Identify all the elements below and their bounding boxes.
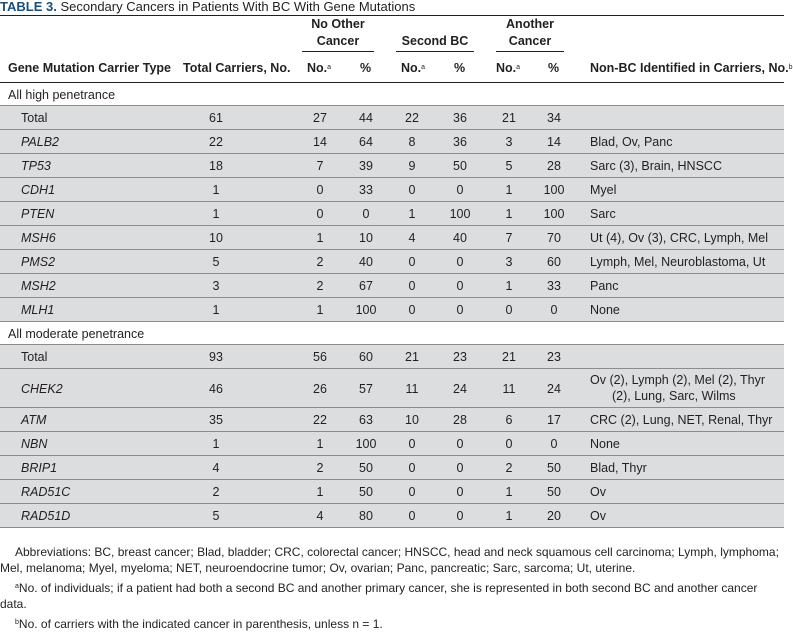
group-underline-second-bc bbox=[396, 51, 474, 52]
col-header-pct-1: % bbox=[360, 61, 372, 75]
table-caption: Secondary Cancers in Patients With BC With Gene Mutations bbox=[60, 0, 416, 14]
cell-second-bc-pct: 23 bbox=[453, 350, 467, 364]
section-row bbox=[0, 322, 784, 345]
col-header-no-1: No.$^a$ bbox=[307, 61, 332, 75]
cell-no-other-no: 56 bbox=[313, 350, 327, 364]
cell-second-bc-no: 9 bbox=[408, 159, 416, 173]
cell-second-bc-no: 1 bbox=[408, 207, 416, 221]
table-row bbox=[0, 345, 784, 369]
cell-no-other-no: 1 bbox=[316, 437, 324, 451]
col-header-total: Total Carriers, No. bbox=[183, 61, 291, 75]
cell-no-other-pct: 67 bbox=[359, 279, 373, 293]
cell-second-bc-no: 0 bbox=[408, 461, 416, 475]
cell-another-no: 0 bbox=[505, 303, 513, 317]
section-row bbox=[0, 83, 784, 106]
cell-carrier-type: Total bbox=[21, 111, 48, 125]
cell-another-pct: 60 bbox=[547, 255, 561, 269]
cell-another-pct: 14 bbox=[547, 135, 561, 149]
cell-no-other-pct: 63 bbox=[359, 413, 373, 427]
table-row bbox=[0, 178, 784, 202]
cell-non-bc: None bbox=[590, 437, 620, 451]
cell-non-bc: Blad, Ov, Panc bbox=[590, 135, 673, 149]
table-row bbox=[0, 250, 784, 274]
cell-second-bc-no: 0 bbox=[408, 437, 416, 451]
table-row bbox=[0, 274, 784, 298]
cell-no-other-pct: 0 bbox=[362, 207, 370, 221]
cell-no-other-no: 27 bbox=[313, 111, 327, 125]
cell-total: 1 bbox=[212, 437, 220, 451]
cell-total: 3 bbox=[212, 279, 220, 293]
cell-non-bc bbox=[590, 106, 782, 130]
cell-total: 22 bbox=[209, 135, 223, 149]
cell-second-bc-no: 0 bbox=[408, 279, 416, 293]
cell-another-pct: 100 bbox=[543, 183, 565, 197]
cell-another-no: 1 bbox=[505, 207, 513, 221]
title-rule bbox=[0, 15, 784, 16]
cell-another-pct: 17 bbox=[547, 413, 561, 427]
cell-no-other-no: 4 bbox=[316, 509, 324, 523]
cell-no-other-no: 2 bbox=[316, 255, 324, 269]
col-header-no-2: No.$^a$ bbox=[401, 61, 426, 75]
row-divider bbox=[0, 527, 784, 528]
cell-carrier-type: RAD51C bbox=[21, 485, 71, 499]
cell-second-bc-pct: 0 bbox=[456, 279, 464, 293]
cell-another-no: 1 bbox=[505, 183, 513, 197]
cell-no-other-no: 7 bbox=[316, 159, 324, 173]
cell-no-other-pct: 80 bbox=[359, 509, 373, 523]
col-header-nonbc: Non-BC Identified in Carriers, No.$^b$ bbox=[590, 61, 793, 75]
cell-no-other-no: 2 bbox=[316, 461, 324, 475]
col-header-pct-2: % bbox=[454, 61, 466, 75]
cell-no-other-no: 2 bbox=[316, 279, 324, 293]
group-header-no-other-cancer: No Other Cancer bbox=[311, 17, 365, 48]
cell-second-bc-no: 0 bbox=[408, 303, 416, 317]
cell-total: 1 bbox=[212, 183, 220, 197]
cell-another-pct: 23 bbox=[547, 350, 561, 364]
cell-carrier-type: ATM bbox=[21, 413, 47, 427]
cell-no-other-no: 14 bbox=[313, 135, 327, 149]
cell-no-other-pct: 57 bbox=[359, 381, 373, 396]
cell-non-bc: Panc bbox=[590, 279, 619, 293]
table-label: TABLE 3. bbox=[0, 0, 57, 14]
cell-second-bc-no: 11 bbox=[405, 381, 419, 396]
table-body bbox=[0, 83, 784, 528]
cell-total: 46 bbox=[209, 381, 223, 396]
group-header-second-bc: Second BC bbox=[401, 34, 469, 48]
cell-another-pct: 34 bbox=[547, 111, 561, 125]
cell-another-no: 1 bbox=[505, 279, 513, 293]
cell-second-bc-pct: 0 bbox=[456, 183, 464, 197]
cell-another-no: 21 bbox=[502, 350, 516, 364]
cell-total: 61 bbox=[209, 111, 223, 125]
table-row bbox=[0, 408, 784, 432]
cell-another-pct: 100 bbox=[543, 207, 565, 221]
cell-second-bc-pct: 0 bbox=[456, 437, 464, 451]
cell-no-other-no: 1 bbox=[316, 231, 324, 245]
cell-carrier-type: MSH2 bbox=[21, 279, 56, 293]
cell-carrier-type: PTEN bbox=[21, 207, 55, 221]
cell-another-no: 5 bbox=[505, 159, 513, 173]
group-underline-no-other bbox=[302, 51, 374, 52]
table-row bbox=[0, 130, 784, 154]
cell-second-bc-no: 10 bbox=[405, 413, 419, 427]
cell-carrier-type: MLH1 bbox=[21, 303, 55, 317]
cell-second-bc-pct: 28 bbox=[453, 413, 467, 427]
cell-second-bc-no: 22 bbox=[405, 111, 419, 125]
cell-carrier-type: NBN bbox=[21, 437, 48, 451]
cell-second-bc-no: 4 bbox=[408, 231, 416, 245]
cell-total: 2 bbox=[212, 485, 220, 499]
cell-second-bc-pct: 0 bbox=[456, 485, 464, 499]
cell-another-pct: 0 bbox=[550, 303, 558, 317]
table-row bbox=[0, 456, 784, 480]
cell-carrier-type: BRIP1 bbox=[21, 461, 58, 475]
cell-carrier-type: MSH6 bbox=[21, 231, 56, 245]
cell-second-bc-pct: 50 bbox=[453, 159, 467, 173]
section-label: All moderate penetrance bbox=[8, 326, 145, 341]
cell-second-bc-no: 0 bbox=[408, 183, 416, 197]
cell-carrier-type: PALB2 bbox=[21, 135, 59, 149]
cell-total: 93 bbox=[209, 350, 223, 364]
cell-another-no: 1 bbox=[505, 485, 513, 499]
cell-second-bc-pct: 36 bbox=[453, 135, 467, 149]
cell-another-pct: 24 bbox=[547, 381, 561, 396]
cell-second-bc-no: 8 bbox=[408, 135, 416, 149]
cell-another-no: 21 bbox=[502, 111, 516, 125]
cell-second-bc-no: 0 bbox=[408, 255, 416, 269]
cell-second-bc-pct: 0 bbox=[456, 303, 464, 317]
table-row bbox=[0, 154, 784, 178]
group-header-another-cancer: Another Cancer bbox=[506, 17, 554, 48]
cell-no-other-no: 0 bbox=[316, 183, 324, 197]
cell-no-other-no: 1 bbox=[316, 485, 324, 499]
section-label: All high penetrance bbox=[8, 87, 116, 102]
cell-carrier-type: TP53 bbox=[21, 159, 51, 173]
cell-carrier-type: PMS2 bbox=[21, 255, 56, 269]
cell-total: 35 bbox=[209, 413, 223, 427]
cell-another-pct: 20 bbox=[547, 509, 561, 523]
footnotes bbox=[0, 544, 784, 636]
cell-carrier-type: RAD51D bbox=[21, 509, 71, 523]
footnote-b: $^b$No. of carriers with the indicated cancer in parenthesis, unless n = 1. bbox=[15, 617, 383, 631]
cell-total: 5 bbox=[212, 509, 220, 523]
cell-total: 4 bbox=[212, 461, 220, 475]
col-header-no-3: No.$^a$ bbox=[496, 61, 521, 75]
cell-non-bc: Ov bbox=[590, 485, 606, 499]
cell-carrier-type: CDH1 bbox=[21, 183, 56, 197]
cell-no-other-pct: 39 bbox=[359, 159, 373, 173]
cell-another-no: 6 bbox=[505, 413, 513, 427]
table-row bbox=[0, 480, 784, 504]
cell-another-pct: 50 bbox=[547, 461, 561, 475]
cell-another-no: 2 bbox=[505, 461, 513, 475]
cell-non-bc: Blad, Thyr bbox=[590, 461, 647, 475]
cell-second-bc-pct: 100 bbox=[449, 207, 471, 221]
table-row bbox=[0, 106, 784, 130]
cell-non-bc bbox=[590, 345, 782, 369]
cell-no-other-pct: 64 bbox=[359, 135, 373, 149]
cell-another-pct: 33 bbox=[547, 279, 561, 293]
footnote-a: $^a$No. of individuals; if a patient had both a second BC and another primary cancer, she is represented in both second BC and another cancer data. bbox=[0, 581, 758, 611]
cell-total: 5 bbox=[212, 255, 220, 269]
cell-carrier-type: Total bbox=[21, 350, 48, 364]
cell-total: 10 bbox=[209, 231, 223, 245]
cell-no-other-pct: 40 bbox=[359, 255, 373, 269]
cell-non-bc: Ut (4), Ov (3), CRC, Lymph, Mel bbox=[590, 231, 769, 245]
cell-no-other-no: 22 bbox=[313, 413, 327, 427]
cell-another-no: 3 bbox=[505, 135, 513, 149]
cell-no-other-pct: 33 bbox=[359, 183, 373, 197]
cell-second-bc-pct: 36 bbox=[453, 111, 467, 125]
cell-non-bc: Lymph, Mel, Neuroblastoma, Ut bbox=[590, 255, 766, 269]
cell-second-bc-no: 21 bbox=[405, 350, 419, 364]
cell-non-bc: Ov (2), Lymph (2), Mel (2), Thyr (2), Lung, Sarc, Wilms bbox=[590, 373, 766, 403]
cell-second-bc-pct: 0 bbox=[456, 509, 464, 523]
cell-another-no: 11 bbox=[502, 381, 516, 396]
cell-second-bc-no: 0 bbox=[408, 509, 416, 523]
cell-second-bc-pct: 40 bbox=[453, 231, 467, 245]
cell-total: 1 bbox=[212, 303, 220, 317]
cell-another-pct: 50 bbox=[547, 485, 561, 499]
cell-no-other-pct: 10 bbox=[359, 231, 373, 245]
footnote-abbreviations: Abbreviations: BC, breast cancer; Blad, bladder; CRC, colorectal cancer; HNSCC, head and neck squamous cell carcinoma; Lymph, lymphoma; Mel, melanoma; Myel, myeloma; NET, neuroendocrine tumor; Ov, ovarian; Panc, pancreatic; Sarc, sarcoma; Ut, uterine. bbox=[0, 545, 779, 575]
cell-second-bc-pct: 24 bbox=[453, 381, 467, 396]
cell-another-no: 3 bbox=[505, 255, 513, 269]
cell-no-other-no: 26 bbox=[313, 381, 327, 396]
cell-non-bc: Ov bbox=[590, 509, 606, 523]
cell-total: 1 bbox=[212, 207, 220, 221]
cell-non-bc: Sarc (3), Brain, HNSCC bbox=[590, 159, 722, 173]
cell-no-other-pct: 50 bbox=[359, 485, 373, 499]
cell-another-no: 7 bbox=[505, 231, 513, 245]
cell-second-bc-pct: 0 bbox=[456, 461, 464, 475]
col-header-pct-3: % bbox=[548, 61, 560, 75]
cell-no-other-pct: 50 bbox=[359, 461, 373, 475]
cell-non-bc: None bbox=[590, 303, 620, 317]
table-row bbox=[0, 226, 784, 250]
group-underline-another bbox=[496, 51, 564, 52]
cell-another-pct: 70 bbox=[547, 231, 561, 245]
cell-no-other-no: 1 bbox=[316, 303, 324, 317]
cell-no-other-pct: 100 bbox=[355, 303, 377, 317]
cell-second-bc-pct: 0 bbox=[456, 255, 464, 269]
cell-carrier-type: CHEK2 bbox=[21, 381, 63, 396]
cell-no-other-pct: 100 bbox=[355, 437, 377, 451]
cell-non-bc: Sarc bbox=[590, 207, 616, 221]
cell-non-bc: Myel bbox=[590, 183, 617, 197]
cell-another-pct: 0 bbox=[550, 437, 558, 451]
cell-total: 18 bbox=[209, 159, 223, 173]
table-row bbox=[0, 504, 784, 528]
table-row bbox=[0, 202, 784, 226]
table-row bbox=[0, 298, 784, 322]
cell-non-bc: CRC (2), Lung, NET, Renal, Thyr bbox=[590, 413, 773, 427]
cell-another-no: 0 bbox=[505, 437, 513, 451]
col-header-type: Gene Mutation Carrier Type bbox=[8, 61, 171, 75]
cell-no-other-pct: 60 bbox=[359, 350, 373, 364]
cell-no-other-pct: 44 bbox=[359, 111, 373, 125]
cell-another-pct: 28 bbox=[547, 159, 561, 173]
table-row bbox=[0, 369, 784, 408]
cell-another-no: 1 bbox=[505, 509, 513, 523]
table-row bbox=[0, 432, 784, 456]
cell-no-other-no: 0 bbox=[316, 207, 324, 221]
cell-second-bc-no: 0 bbox=[408, 485, 416, 499]
